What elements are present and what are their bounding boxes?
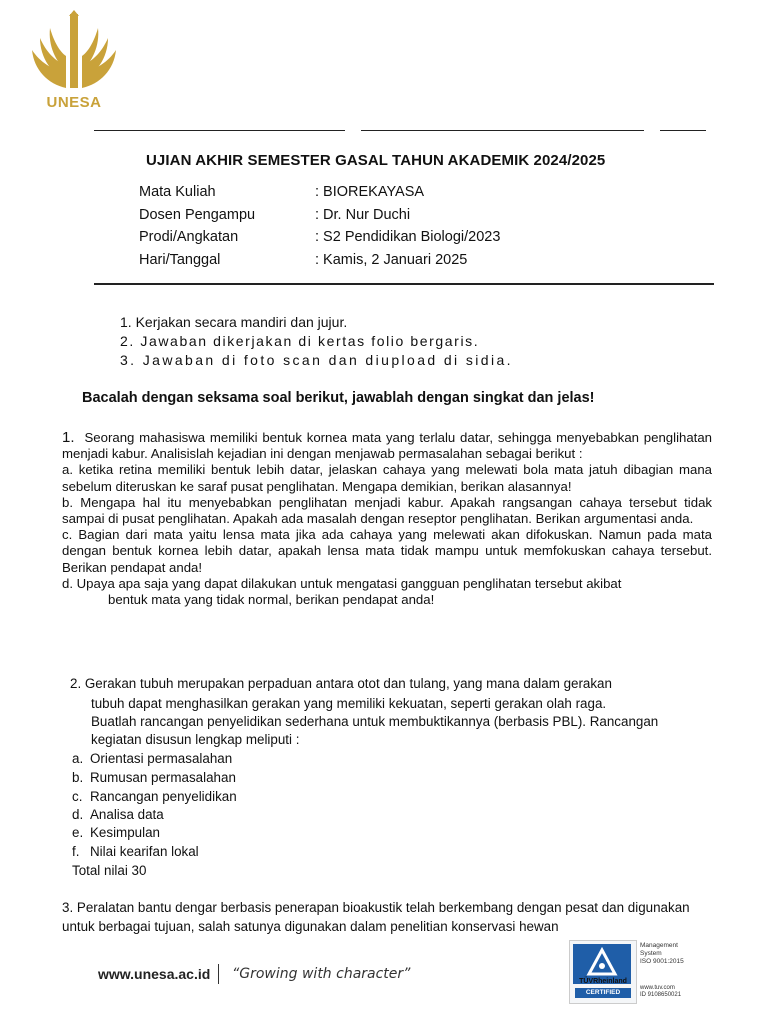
question-2-total: Total nilai 30: [72, 863, 147, 878]
logo-text: UNESA: [46, 94, 102, 111]
question-2-item-b: b. Rumusan permasalahan: [72, 770, 236, 785]
question-2-line-2: tubuh dapat menghasilkan gerakan yang memiliki kekuatan, seperti gerakan olah raga.: [91, 696, 607, 711]
question-1: [62, 430, 712, 608]
question-1-part-b: b. Mengapa hal itu menyebabkan penglihatan menjadi kabur. Apakah rangsangan cahaya tersebut tidak sampai di pusat penglihatan. Apakah ada masalah dengan reseptor penglihatan. Berikan argumentasi anda.: [62, 494, 712, 527]
rule-gap: [644, 128, 660, 133]
exam-prompt: Bacalah dengan seksama soal berikut, jawablah dengan singkat dan jelas!: [82, 390, 595, 406]
question-3: 3. Peralatan bantu dengar berbasis penerapan bioakustik telah berkembang dengan pesat dan digunakan untuk berbagai tujuan, salah satunya digunakan dalam penelitian konservasi hewan: [62, 900, 690, 934]
instruction-2: 2. Jawaban dikerjakan di kertas folio bergaris.: [120, 333, 480, 349]
header-top-rule: [94, 130, 706, 131]
certification-label: CERTIFIED: [575, 988, 631, 998]
question-2-item-e: e. Kesimpulan: [72, 825, 160, 840]
meta-value-course: : BIOREKAYASA: [315, 184, 425, 200]
question-1-part-c: c. Bagian dari mata yaitu lensa mata jika ada cahaya yang melewati akan difokuskan. Namun pada mata dengan bentuk kornea lebih datar, apakah lensa mata tidak mampu untuk memfokuskan cahaya tersebut. Berikan pendapat anda!: [62, 527, 712, 575]
meta-label-lecturer: Dosen Pengampu: [139, 207, 256, 223]
certification-standard: Management System ISO 9001:2015: [640, 942, 684, 965]
meta-label-course: Mata Kuliah: [139, 184, 216, 200]
certification-website: www.tuv.com ID 9108650021: [640, 985, 682, 998]
question-2-item-a: a. Orientasi permasalahan: [72, 751, 233, 766]
question-2-item-c: c. Rancangan penyelidikan: [72, 789, 237, 804]
unesa-logo: [26, 10, 122, 120]
question-2-line-4: kegiatan disusun lengkap meliputi :: [91, 732, 300, 747]
question-2-line-1: 2. Gerakan tubuh merupakan perpaduan antara otot dan tulang, yang mana dalam gerakan: [70, 676, 612, 691]
unesa-emblem-icon: [26, 10, 122, 94]
meta-value-lecturer: : Dr. Nur Duchi: [315, 207, 411, 223]
footer-motto: “Growing with character”: [232, 966, 411, 982]
question-1-number: 1.: [62, 429, 75, 446]
question-2-item-d: d. Analisa data: [72, 807, 164, 822]
rule-gap: [345, 128, 361, 133]
footer-divider: [218, 964, 219, 984]
footer-website: www.unesa.ac.id: [98, 966, 211, 982]
meta-label-date: Hari/Tanggal: [139, 252, 221, 268]
certification-brand: TÜVRheinland: [579, 978, 627, 985]
meta-label-program: Prodi/Angkatan: [139, 229, 239, 245]
question-1-intro-text: Seorang mahasiswa memiliki bentuk kornea mata yang terlalu datar, sehingga menyebabkan penglihatan menjadi kabur. Analisislah kejadian ini dengan menjawab permasalahan sebagai berikut :: [62, 430, 712, 462]
question-2-line-3: Buatlah rancangan penyelidikan sederhana untuk membuktikannya (berbasis PBL). Rancangan: [91, 714, 659, 729]
meta-value-program: : S2 Pendidikan Biologi/2023: [315, 229, 501, 245]
exam-title: UJIAN AKHIR SEMESTER GASAL TAHUN AKADEMIK 2024/2025: [146, 152, 606, 169]
question-1-part-d: d. Upaya apa saja yang dapat dilakukan untuk mengatasi gangguan penglihatan tersebut akibat: [62, 575, 622, 591]
question-1-part-a: a. ketika retina memiliki bentuk lebih datar, jelaskan cahaya yang melewati bola mata jatuh dibagian mana sebelum diteruskan ke saraf pusat penglihatan. Mengapa demikian, berikan alasannya!: [62, 462, 712, 494]
question-2-item-f: f. Nilai kearifan lokal: [72, 844, 199, 859]
question-1-part-d-cont: bentuk mata yang tidak normal, berikan pendapat anda!: [108, 592, 435, 608]
header-bottom-rule: [94, 283, 714, 285]
instruction-1: 1. Kerjakan secara mandiri dan jujur.: [120, 314, 348, 330]
meta-value-date: : Kamis, 2 Januari 2025: [315, 252, 468, 268]
question-1-intro: [62, 430, 712, 462]
instruction-3: 3. Jawaban di foto scan dan diupload di sidia.: [120, 352, 513, 368]
